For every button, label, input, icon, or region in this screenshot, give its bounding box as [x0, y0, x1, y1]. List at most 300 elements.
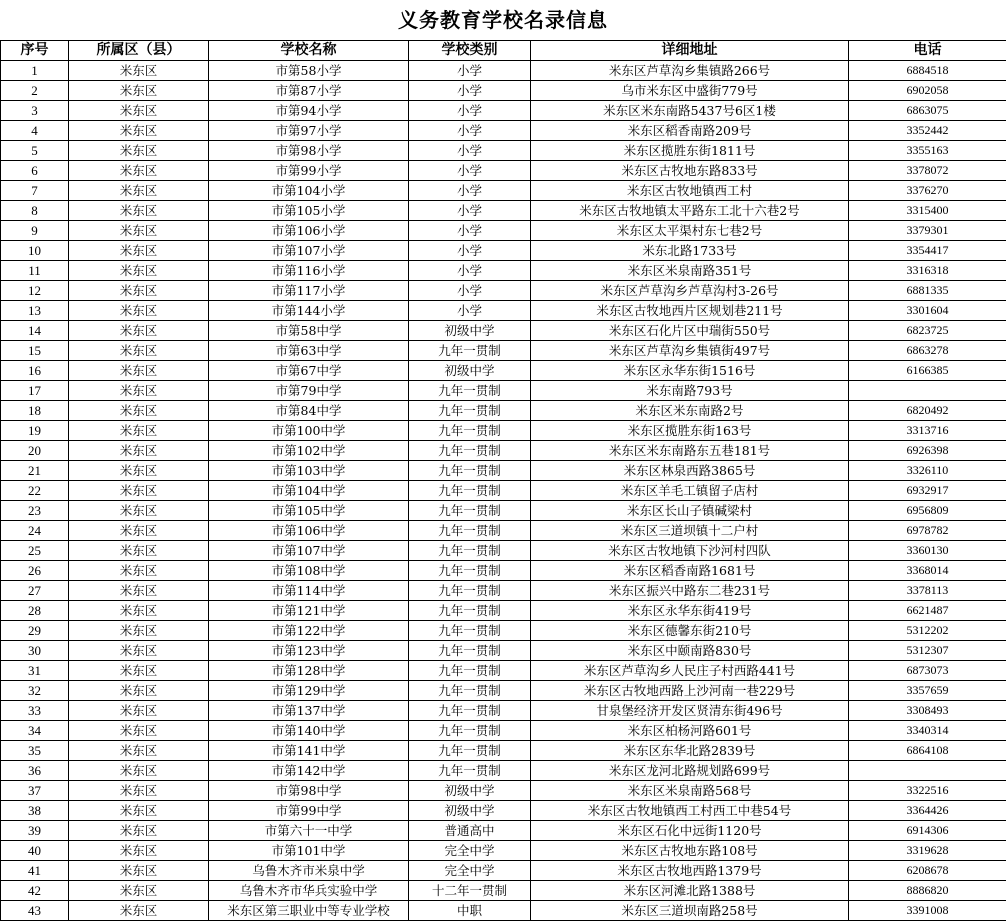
cell-school-name: 市第117小学	[209, 281, 409, 301]
cell-index: 31	[1, 661, 69, 681]
cell-school-name: 市第94小学	[209, 101, 409, 121]
table-row	[1, 241, 1006, 261]
cell-school-name: 市第107中学	[209, 541, 409, 561]
header-school-type: 学校类别	[409, 41, 531, 61]
cell-phone: 6881335	[849, 281, 1006, 301]
cell-index: 10	[1, 241, 69, 261]
cell-address: 米东区三道坝南路258号	[531, 901, 849, 921]
cell-school-name: 市第98小学	[209, 141, 409, 161]
cell-address: 米东区古牧地东路833号	[531, 161, 849, 181]
cell-district: 米东区	[69, 861, 209, 881]
cell-school-type: 九年一贯制	[409, 401, 531, 421]
cell-school-type: 初级中学	[409, 321, 531, 341]
table-row	[1, 61, 1006, 81]
cell-index: 17	[1, 381, 69, 401]
cell-school-name: 米东区第三职业中等专业学校	[209, 901, 409, 921]
cell-school-type: 小学	[409, 201, 531, 221]
cell-school-type: 九年一贯制	[409, 501, 531, 521]
cell-address: 米东区柏杨河路601号	[531, 721, 849, 741]
cell-district: 米东区	[69, 641, 209, 661]
cell-index: 27	[1, 581, 69, 601]
cell-address: 米东区古牧地西路上沙河南一巷229号	[531, 681, 849, 701]
cell-address: 米东区芦草沟乡集镇街497号	[531, 341, 849, 361]
cell-index: 33	[1, 701, 69, 721]
header-district: 所属区（县）	[69, 41, 209, 61]
cell-district: 米东区	[69, 501, 209, 521]
cell-district: 米东区	[69, 201, 209, 221]
cell-school-type: 十二年一贯制	[409, 881, 531, 901]
cell-index: 39	[1, 821, 69, 841]
cell-index: 1	[1, 61, 69, 81]
cell-district: 米东区	[69, 101, 209, 121]
table-row	[1, 161, 1006, 181]
cell-district: 米东区	[69, 161, 209, 181]
table-row	[1, 561, 1006, 581]
cell-address: 米东区振兴中路东二巷231号	[531, 581, 849, 601]
header-address: 详细地址	[531, 41, 849, 61]
cell-school-name: 市第101中学	[209, 841, 409, 861]
cell-phone: 6863075	[849, 101, 1006, 121]
cell-district: 米东区	[69, 341, 209, 361]
cell-phone: 3354417	[849, 241, 1006, 261]
cell-phone: 5312202	[849, 621, 1006, 641]
cell-index: 16	[1, 361, 69, 381]
cell-phone: 6823725	[849, 321, 1006, 341]
cell-phone: 6863278	[849, 341, 1006, 361]
cell-school-type: 九年一贯制	[409, 681, 531, 701]
cell-phone: 3378113	[849, 581, 1006, 601]
cell-phone: 3322516	[849, 781, 1006, 801]
cell-school-name: 市第84中学	[209, 401, 409, 421]
cell-school-type: 九年一贯制	[409, 701, 531, 721]
cell-school-type: 九年一贯制	[409, 621, 531, 641]
cell-index: 5	[1, 141, 69, 161]
cell-address: 米东南路793号	[531, 381, 849, 401]
table-row	[1, 401, 1006, 421]
cell-address: 米东区芦草沟乡人民庄子村西路441号	[531, 661, 849, 681]
cell-school-name: 市第129中学	[209, 681, 409, 701]
cell-address: 米东区稻香南路209号	[531, 121, 849, 141]
cell-phone: 5312307	[849, 641, 1006, 661]
cell-address: 米东区羊毛工镇留子店村	[531, 481, 849, 501]
cell-school-name: 市第144小学	[209, 301, 409, 321]
cell-phone: 6956809	[849, 501, 1006, 521]
cell-index: 24	[1, 521, 69, 541]
table-row	[1, 541, 1006, 561]
cell-index: 21	[1, 461, 69, 481]
cell-district: 米东区	[69, 621, 209, 641]
table-row	[1, 501, 1006, 521]
cell-school-type: 小学	[409, 61, 531, 81]
cell-index: 36	[1, 761, 69, 781]
cell-phone: 6884518	[849, 61, 1006, 81]
cell-school-name: 市第104中学	[209, 481, 409, 501]
table-row	[1, 721, 1006, 741]
table-row	[1, 621, 1006, 641]
cell-school-type: 普通高中	[409, 821, 531, 841]
cell-school-type: 九年一贯制	[409, 481, 531, 501]
table-row	[1, 341, 1006, 361]
table-row	[1, 741, 1006, 761]
cell-school-name: 市第79中学	[209, 381, 409, 401]
cell-school-type: 小学	[409, 221, 531, 241]
cell-index: 20	[1, 441, 69, 461]
cell-school-type: 九年一贯制	[409, 381, 531, 401]
cell-address: 米东区米东南路2号	[531, 401, 849, 421]
cell-school-name: 市第105中学	[209, 501, 409, 521]
table-row	[1, 461, 1006, 481]
header-phone: 电话	[849, 41, 1006, 61]
cell-phone: 6621487	[849, 601, 1006, 621]
cell-address: 米东区古牧地镇太平路东工北十六巷2号	[531, 201, 849, 221]
cell-address: 米东区东华北路2839号	[531, 741, 849, 761]
cell-school-type: 九年一贯制	[409, 721, 531, 741]
cell-school-name: 市第142中学	[209, 761, 409, 781]
table-row	[1, 901, 1006, 921]
table-row	[1, 841, 1006, 861]
cell-phone: 3326110	[849, 461, 1006, 481]
table-row	[1, 781, 1006, 801]
cell-phone: 3316318	[849, 261, 1006, 281]
table-row	[1, 201, 1006, 221]
cell-school-type: 小学	[409, 181, 531, 201]
cell-phone: 3301604	[849, 301, 1006, 321]
cell-district: 米东区	[69, 381, 209, 401]
cell-school-name: 市第114中学	[209, 581, 409, 601]
cell-school-name: 市第140中学	[209, 721, 409, 741]
table-row	[1, 761, 1006, 781]
table-row	[1, 701, 1006, 721]
cell-school-type: 九年一贯制	[409, 741, 531, 761]
cell-district: 米东区	[69, 81, 209, 101]
cell-index: 4	[1, 121, 69, 141]
cell-address: 米东区古牧地镇下沙河村四队	[531, 541, 849, 561]
cell-district: 米东区	[69, 541, 209, 561]
table-row	[1, 81, 1006, 101]
table-row	[1, 181, 1006, 201]
cell-school-name: 市第99中学	[209, 801, 409, 821]
cell-phone: 3355163	[849, 141, 1006, 161]
cell-address: 米东区三道坝镇十二户村	[531, 521, 849, 541]
table-row	[1, 421, 1006, 441]
cell-school-type: 小学	[409, 301, 531, 321]
cell-phone: 3378072	[849, 161, 1006, 181]
cell-phone: 3364426	[849, 801, 1006, 821]
cell-index: 18	[1, 401, 69, 421]
cell-district: 米东区	[69, 841, 209, 861]
cell-district: 米东区	[69, 241, 209, 261]
table-row	[1, 261, 1006, 281]
cell-school-name: 市第97小学	[209, 121, 409, 141]
cell-address: 米东区古牧地西路1379号	[531, 861, 849, 881]
cell-index: 8	[1, 201, 69, 221]
cell-school-type: 初级中学	[409, 801, 531, 821]
cell-address: 米东区龙河北路规划路699号	[531, 761, 849, 781]
cell-school-name: 市第105小学	[209, 201, 409, 221]
cell-address: 米东区古牧地东路108号	[531, 841, 849, 861]
cell-address: 米东区米东南路东五巷181号	[531, 441, 849, 461]
cell-phone: 6902058	[849, 81, 1006, 101]
cell-phone	[849, 381, 1006, 401]
table-row	[1, 881, 1006, 901]
table-row	[1, 681, 1006, 701]
cell-address: 米东区永华东街1516号	[531, 361, 849, 381]
cell-school-name: 市第108中学	[209, 561, 409, 581]
cell-district: 米东区	[69, 261, 209, 281]
cell-index: 7	[1, 181, 69, 201]
cell-district: 米东区	[69, 901, 209, 921]
cell-school-type: 小学	[409, 141, 531, 161]
school-table	[0, 40, 1006, 921]
cell-address: 米东区稻香南路1681号	[531, 561, 849, 581]
cell-index: 23	[1, 501, 69, 521]
table-row	[1, 301, 1006, 321]
cell-address: 甘泉堡经济开发区贤清东街496号	[531, 701, 849, 721]
cell-address: 米东区米东南路5437号6区1楼	[531, 101, 849, 121]
table-row	[1, 521, 1006, 541]
cell-district: 米东区	[69, 301, 209, 321]
cell-district: 米东区	[69, 221, 209, 241]
cell-school-type: 九年一贯制	[409, 661, 531, 681]
cell-school-name: 市第67中学	[209, 361, 409, 381]
cell-school-name: 市第123中学	[209, 641, 409, 661]
cell-index: 13	[1, 301, 69, 321]
cell-school-type: 九年一贯制	[409, 341, 531, 361]
table-row	[1, 861, 1006, 881]
cell-district: 米东区	[69, 801, 209, 821]
cell-index: 29	[1, 621, 69, 641]
table-row	[1, 321, 1006, 341]
cell-index: 11	[1, 261, 69, 281]
cell-school-type: 初级中学	[409, 361, 531, 381]
table-row	[1, 361, 1006, 381]
cell-index: 35	[1, 741, 69, 761]
cell-school-name: 市第137中学	[209, 701, 409, 721]
cell-district: 米东区	[69, 581, 209, 601]
cell-district: 米东区	[69, 281, 209, 301]
cell-district: 米东区	[69, 601, 209, 621]
cell-school-type: 小学	[409, 121, 531, 141]
cell-district: 米东区	[69, 461, 209, 481]
cell-school-type: 九年一贯制	[409, 641, 531, 661]
cell-district: 米东区	[69, 821, 209, 841]
cell-index: 15	[1, 341, 69, 361]
cell-address: 米东区古牧地西片区规划巷211号	[531, 301, 849, 321]
table-row	[1, 641, 1006, 661]
cell-school-name: 市第106小学	[209, 221, 409, 241]
cell-district: 米东区	[69, 761, 209, 781]
cell-school-name: 市第六十一中学	[209, 821, 409, 841]
table-row	[1, 441, 1006, 461]
cell-district: 米东区	[69, 681, 209, 701]
cell-school-type: 小学	[409, 161, 531, 181]
cell-phone: 6978782	[849, 521, 1006, 541]
cell-address: 米东区芦草沟乡集镇路266号	[531, 61, 849, 81]
table-row	[1, 221, 1006, 241]
cell-district: 米东区	[69, 141, 209, 161]
cell-district: 米东区	[69, 481, 209, 501]
cell-school-type: 初级中学	[409, 781, 531, 801]
cell-phone: 3352442	[849, 121, 1006, 141]
cell-district: 米东区	[69, 721, 209, 741]
cell-district: 米东区	[69, 61, 209, 81]
cell-school-type: 小学	[409, 281, 531, 301]
cell-school-type: 九年一贯制	[409, 541, 531, 561]
cell-school-name: 市第103中学	[209, 461, 409, 481]
cell-district: 米东区	[69, 361, 209, 381]
cell-address: 米东区米泉南路351号	[531, 261, 849, 281]
cell-school-type: 九年一贯制	[409, 521, 531, 541]
cell-address: 米东区石化片区中瑞街550号	[531, 321, 849, 341]
table-row	[1, 141, 1006, 161]
table-row	[1, 381, 1006, 401]
table-row	[1, 101, 1006, 121]
cell-district: 米东区	[69, 781, 209, 801]
cell-district: 米东区	[69, 441, 209, 461]
cell-school-name: 市第104小学	[209, 181, 409, 201]
cell-index: 6	[1, 161, 69, 181]
cell-school-name: 市第122中学	[209, 621, 409, 641]
cell-school-type: 九年一贯制	[409, 761, 531, 781]
cell-phone: 3319628	[849, 841, 1006, 861]
cell-phone: 6208678	[849, 861, 1006, 881]
cell-school-type: 小学	[409, 241, 531, 261]
cell-district: 米东区	[69, 321, 209, 341]
cell-index: 2	[1, 81, 69, 101]
cell-index: 42	[1, 881, 69, 901]
cell-address: 米东北路1733号	[531, 241, 849, 261]
cell-address: 乌市米东区中盛街779号	[531, 81, 849, 101]
cell-index: 22	[1, 481, 69, 501]
cell-address: 米东区长山子镇碱梁村	[531, 501, 849, 521]
table-row	[1, 601, 1006, 621]
cell-district: 米东区	[69, 741, 209, 761]
cell-school-name: 市第98中学	[209, 781, 409, 801]
page-title: 义务教育学校名录信息	[398, 8, 608, 32]
cell-address: 米东区米泉南路568号	[531, 781, 849, 801]
cell-school-name: 市第58小学	[209, 61, 409, 81]
cell-school-type: 九年一贯制	[409, 421, 531, 441]
cell-phone: 3379301	[849, 221, 1006, 241]
table-row	[1, 661, 1006, 681]
cell-school-type: 完全中学	[409, 841, 531, 861]
cell-phone: 3340314	[849, 721, 1006, 741]
cell-phone: 3376270	[849, 181, 1006, 201]
cell-phone: 3315400	[849, 201, 1006, 221]
cell-address: 米东区古牧地镇西工村	[531, 181, 849, 201]
cell-index: 12	[1, 281, 69, 301]
cell-address: 米东区石化中远街1120号	[531, 821, 849, 841]
cell-school-name: 市第106中学	[209, 521, 409, 541]
table-row	[1, 481, 1006, 501]
cell-district: 米东区	[69, 121, 209, 141]
cell-school-type: 小学	[409, 81, 531, 101]
cell-district: 米东区	[69, 701, 209, 721]
cell-school-type: 九年一贯制	[409, 461, 531, 481]
cell-district: 米东区	[69, 181, 209, 201]
cell-phone: 6873073	[849, 661, 1006, 681]
cell-index: 40	[1, 841, 69, 861]
cell-index: 3	[1, 101, 69, 121]
cell-school-name: 市第121中学	[209, 601, 409, 621]
cell-index: 19	[1, 421, 69, 441]
table-row	[1, 121, 1006, 141]
cell-address: 米东区永华东街419号	[531, 601, 849, 621]
cell-phone: 3360130	[849, 541, 1006, 561]
cell-phone	[849, 761, 1006, 781]
cell-school-type: 小学	[409, 101, 531, 121]
cell-school-name: 乌鲁木齐市华兵实验中学	[209, 881, 409, 901]
cell-phone: 6926398	[849, 441, 1006, 461]
cell-phone: 3368014	[849, 561, 1006, 581]
table-header-row	[1, 41, 1006, 61]
cell-phone: 6864108	[849, 741, 1006, 761]
cell-address: 米东区中颐南路830号	[531, 641, 849, 661]
cell-school-name: 市第141中学	[209, 741, 409, 761]
cell-index: 34	[1, 721, 69, 741]
cell-district: 米东区	[69, 521, 209, 541]
header-index: 序号	[1, 41, 69, 61]
cell-phone: 3313716	[849, 421, 1006, 441]
cell-address: 米东区林泉西路3865号	[531, 461, 849, 481]
cell-district: 米东区	[69, 661, 209, 681]
cell-phone: 6932917	[849, 481, 1006, 501]
cell-address: 米东区揽胜东街1811号	[531, 141, 849, 161]
cell-school-type: 九年一贯制	[409, 561, 531, 581]
cell-school-name: 市第63中学	[209, 341, 409, 361]
cell-phone: 3391008	[849, 901, 1006, 921]
cell-phone: 3308493	[849, 701, 1006, 721]
cell-district: 米东区	[69, 401, 209, 421]
cell-school-type: 九年一贯制	[409, 601, 531, 621]
cell-phone: 6914306	[849, 821, 1006, 841]
cell-phone: 8886820	[849, 881, 1006, 901]
cell-school-name: 乌鲁木齐市米泉中学	[209, 861, 409, 881]
cell-school-type: 小学	[409, 261, 531, 281]
cell-address: 米东区揽胜东街163号	[531, 421, 849, 441]
header-school-name: 学校名称	[209, 41, 409, 61]
cell-school-name: 市第128中学	[209, 661, 409, 681]
cell-index: 26	[1, 561, 69, 581]
cell-index: 41	[1, 861, 69, 881]
cell-school-name: 市第100中学	[209, 421, 409, 441]
table-row	[1, 801, 1006, 821]
cell-school-name: 市第58中学	[209, 321, 409, 341]
cell-index: 38	[1, 801, 69, 821]
cell-index: 14	[1, 321, 69, 341]
table-row	[1, 281, 1006, 301]
cell-index: 37	[1, 781, 69, 801]
cell-school-name: 市第107小学	[209, 241, 409, 261]
table-row	[1, 581, 1006, 601]
cell-phone: 3357659	[849, 681, 1006, 701]
cell-school-type: 中职	[409, 901, 531, 921]
cell-index: 32	[1, 681, 69, 701]
cell-address: 米东区芦草沟乡芦草沟村3-26号	[531, 281, 849, 301]
cell-index: 28	[1, 601, 69, 621]
cell-address: 米东区河滩北路1388号	[531, 881, 849, 901]
cell-address: 米东区古牧地镇西工村西工中巷54号	[531, 801, 849, 821]
cell-school-name: 市第87小学	[209, 81, 409, 101]
cell-index: 9	[1, 221, 69, 241]
cell-school-name: 市第116小学	[209, 261, 409, 281]
cell-address: 米东区德馨东街210号	[531, 621, 849, 641]
cell-address: 米东区太平渠村东七巷2号	[531, 221, 849, 241]
cell-school-name: 市第102中学	[209, 441, 409, 461]
cell-phone: 6166385	[849, 361, 1006, 381]
cell-district: 米东区	[69, 421, 209, 441]
cell-index: 25	[1, 541, 69, 561]
